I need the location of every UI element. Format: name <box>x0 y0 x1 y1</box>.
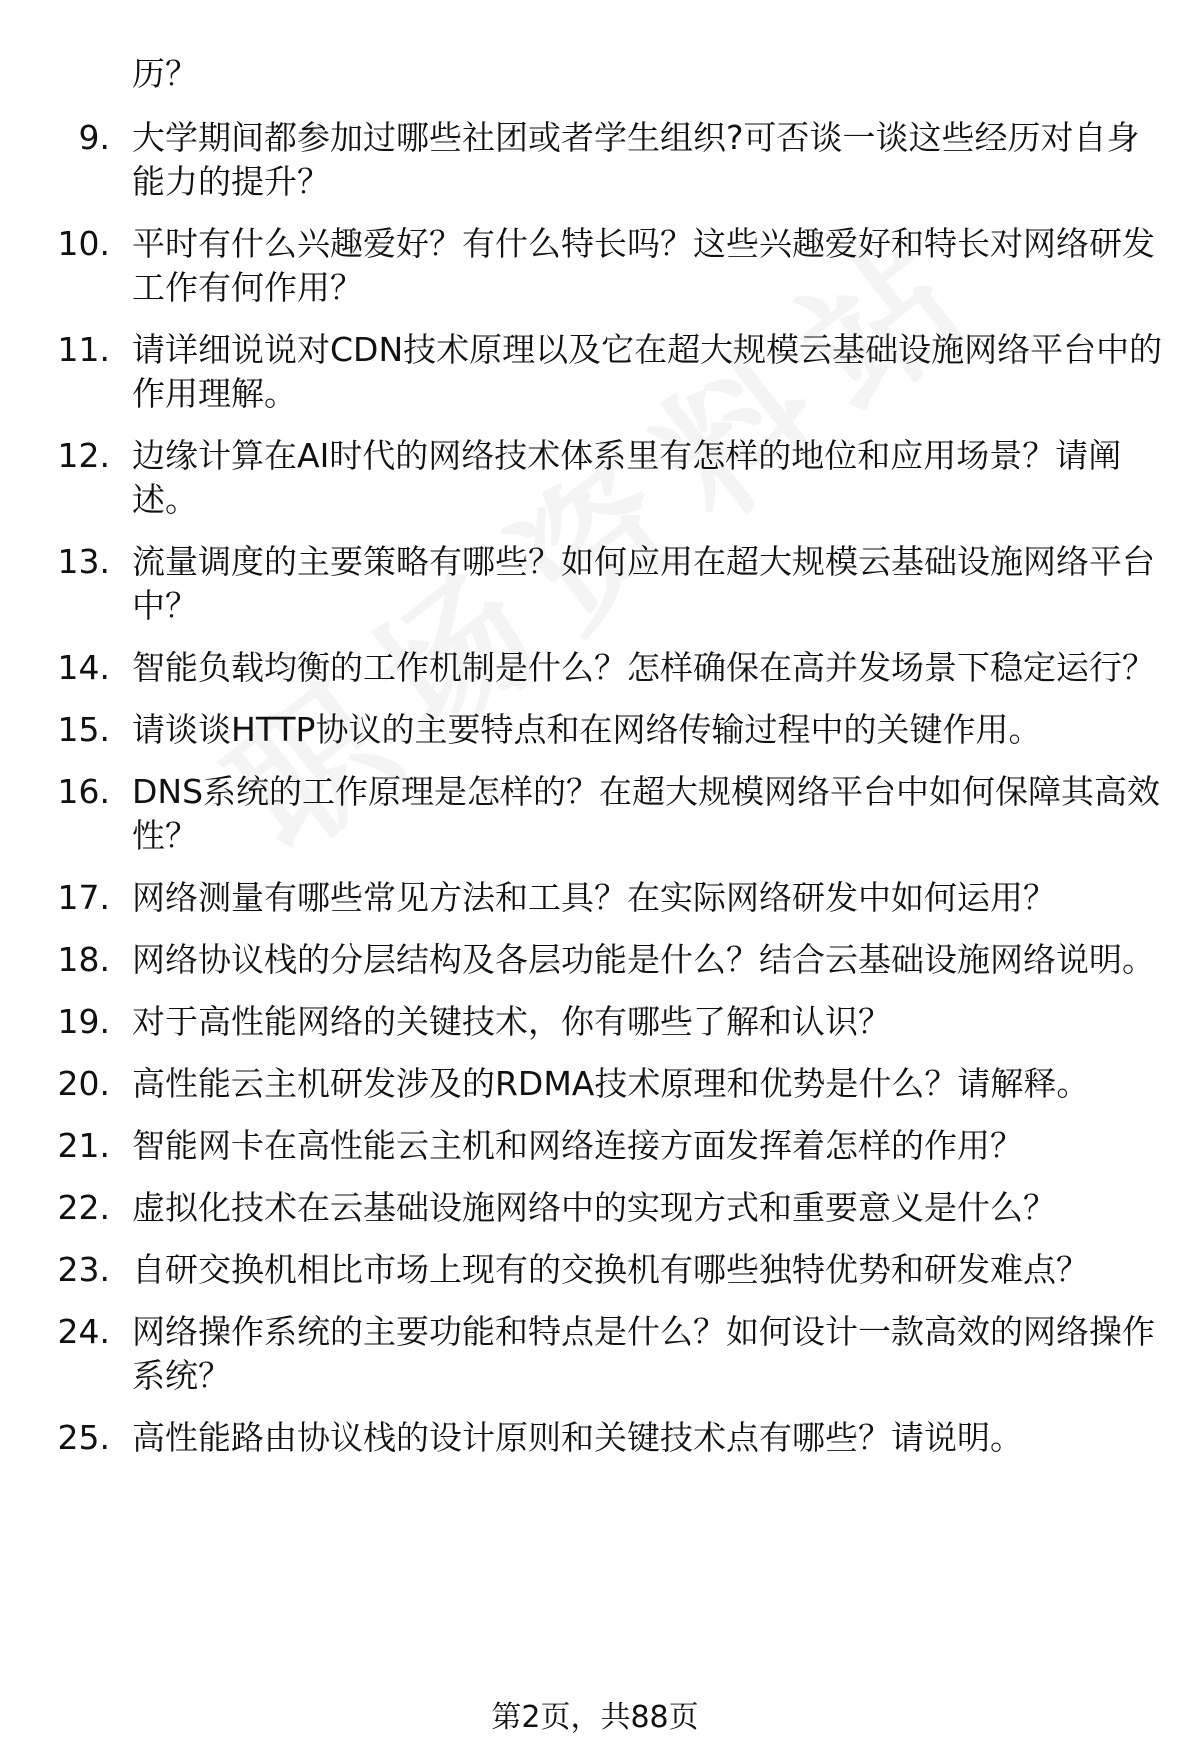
item-number: 10. <box>57 224 110 263</box>
list-item <box>0 116 1190 204</box>
list-item <box>0 1416 1190 1460</box>
item-text: 自研交换机相比市场上现有的交换机有哪些独特优势和研发难点？ <box>132 1250 1089 1289</box>
item-number: 19. <box>57 1002 110 1041</box>
item-number: 21. <box>57 1126 110 1165</box>
item-text: 大学期间都参加过哪些社团或者学生组织?可否谈一谈这些经历对自身能力的提升？ <box>132 118 1140 201</box>
list-item <box>0 876 1190 920</box>
item-number: 20. <box>57 1064 110 1103</box>
item-number: 11. <box>57 330 110 369</box>
item-number: 22. <box>57 1188 110 1227</box>
item-number: 13. <box>57 542 110 581</box>
list-item <box>0 708 1190 752</box>
item-text: 网络协议栈的分层结构及各层功能是什么？结合云基础设施网络说明。 <box>132 940 1155 979</box>
list-item <box>0 938 1190 982</box>
list-item <box>0 328 1190 416</box>
item-text: 流量调度的主要策略有哪些？如何应用在超大规模云基础设施网络平台中？ <box>132 542 1155 625</box>
item-text: 边缘计算在AI时代的网络技术体系里有怎样的地位和应用场景？请阐述。 <box>132 436 1122 519</box>
list-item <box>0 434 1190 522</box>
list-item <box>0 222 1190 310</box>
item-number: 23. <box>57 1250 110 1289</box>
item-text: 请详细说说对CDN技术原理以及它在超大规模云基础设施网络平台中的作用理解。 <box>132 330 1163 413</box>
item-text: 高性能路由协议栈的设计原则和关键技术点有哪些？请说明。 <box>132 1418 1023 1457</box>
list-item <box>0 1310 1190 1398</box>
list-item <box>0 1248 1190 1292</box>
item-number: 14. <box>57 648 110 687</box>
list-item <box>0 770 1190 858</box>
item-text: 请谈谈HTTP协议的主要特点和在网络传输过程中的关键作用。 <box>132 710 1042 749</box>
item-number: 15. <box>57 710 110 749</box>
item-text: DNS系统的工作原理是怎样的？在超大规模网络平台中如何保障其高效性？ <box>132 772 1161 855</box>
list-item <box>0 1124 1190 1168</box>
item-text: 高性能云主机研发涉及的RDMA技术原理和优势是什么？请解释。 <box>132 1064 1090 1103</box>
item-number: 17. <box>57 878 110 917</box>
list-item <box>0 540 1190 628</box>
page-footer: 第2页，共88页 <box>491 1700 699 1735</box>
item-text: 网络测量有哪些常见方法和工具？在实际网络研发中如何运用？ <box>132 878 1056 917</box>
item-number: 24. <box>57 1312 110 1351</box>
list-item <box>0 1186 1190 1230</box>
continuation-text: 历？ <box>132 54 198 93</box>
item-number: 18. <box>57 940 110 979</box>
item-text: 智能网卡在高性能云主机和网络连接方面发挥着怎样的作用？ <box>132 1126 1023 1165</box>
list-item <box>0 646 1190 690</box>
item-text: 平时有什么兴趣爱好？有什么特长吗？这些兴趣爱好和特长对网络研发工作有何作用？ <box>132 224 1155 307</box>
item-text: 对于高性能网络的关键技术，你有哪些了解和认识？ <box>132 1002 891 1041</box>
list-item <box>0 1000 1190 1044</box>
item-number: 25. <box>57 1418 110 1457</box>
item-number: 16. <box>57 772 110 811</box>
item-number: 9. <box>78 118 110 157</box>
item-text: 网络操作系统的主要功能和特点是什么？如何设计一款高效的网络操作系统？ <box>132 1312 1155 1395</box>
question-list <box>0 116 1190 1478</box>
list-item <box>0 1062 1190 1106</box>
item-text: 虚拟化技术在云基础设施网络中的实现方式和重要意义是什么？ <box>132 1188 1056 1227</box>
item-number: 12. <box>57 436 110 475</box>
item-text: 智能负载均衡的工作机制是什么？怎样确保在高并发场景下稳定运行？ <box>132 648 1155 687</box>
